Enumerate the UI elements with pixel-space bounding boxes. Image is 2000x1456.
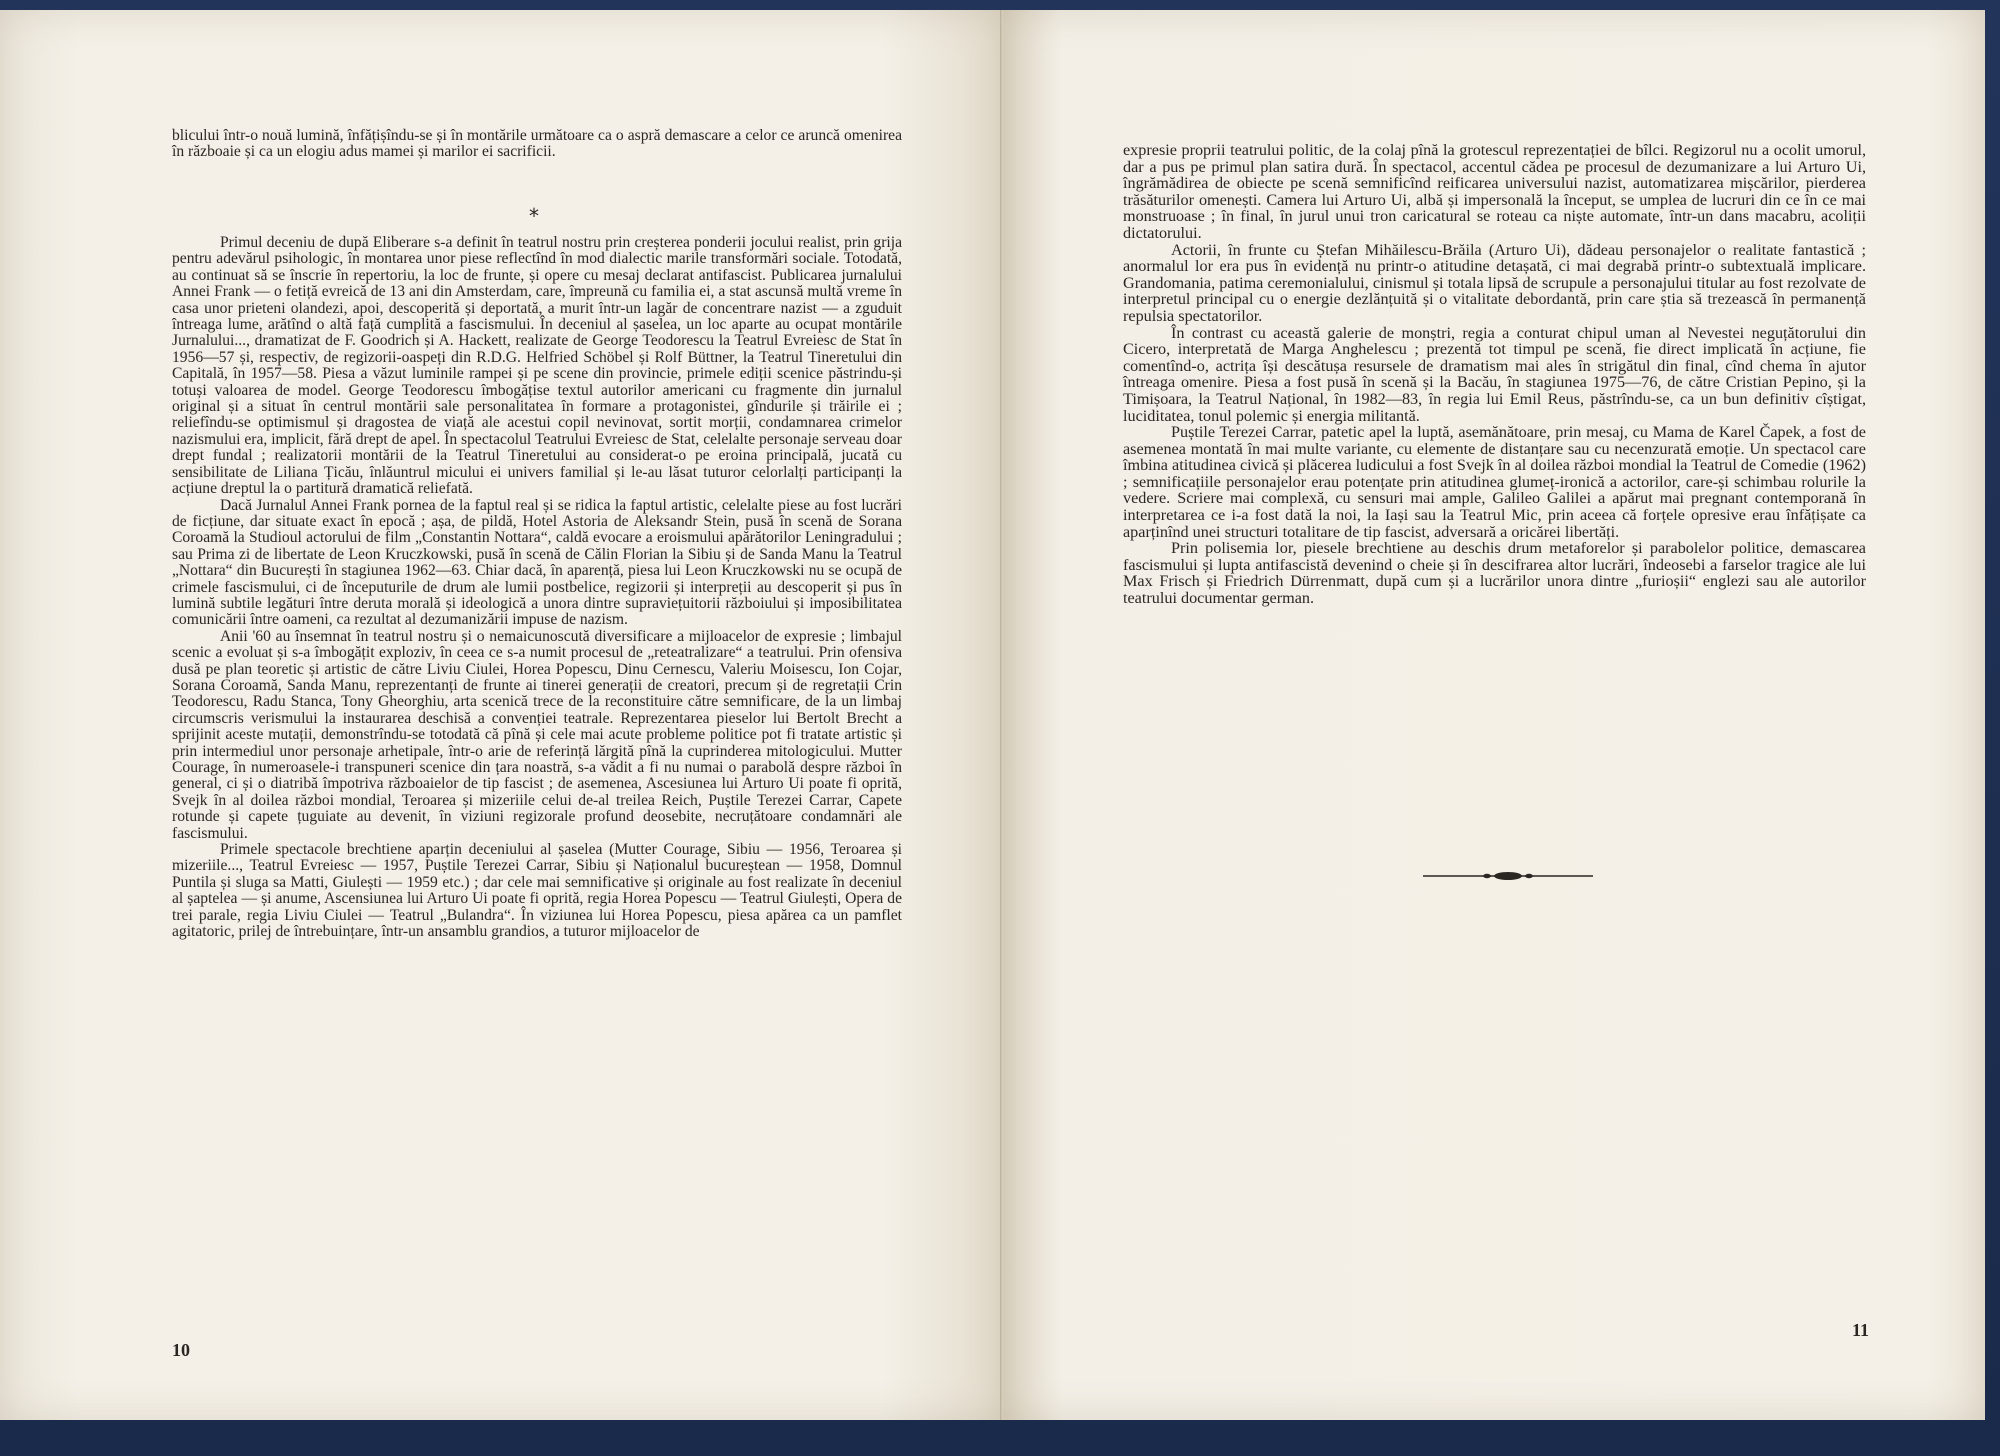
left-page [0, 10, 1004, 1420]
right-paragraph: Prin polisemia lor, piesele brechtiene au deschis drum metaforelor și parabolelor politice, demascarea fascismului și lupta antifascistă devenind o cheie și în descifrarea altor lucrări, îndeosebi a farselor tragice ale lui Max Frisch și Friedrich Dürrenmatt, după cum și a lucrărilor unora dintre „furioșii“ englezi sau ale autorilor teatrului documentar german. [1123, 539, 1866, 608]
right-paragraph: Actorii, în frunte cu Ștefan Mihăilescu-Brăila (Arturo Ui), dădeau personajelor o realitate fantastică ; anormalul lor era pus în evidență nu printr-o atitudine detașată, ci mai degrabă printr-o subtextuală implicare. Grandomania, patima ceremonialului, cinismul și totala lipsă de scrupule a personajului titular au fost rezolvate de interpretul principal cu o energie dezlănțuită și o vitalitate debordantă, prin care știa să trezească în permanență repulsia spectatorilor. [1123, 240, 1866, 325]
left-page-number: 10 [172, 1340, 190, 1360]
right-paragraph: expresie proprii teatrului politic, de la colaj pînă la grotescul reprezentației de bîlci. Regizorul nu a ocolit umorul, dar a pus pe primul plan satira dură. În spectacol, accentul cădea pe procesul de dezumanizare a lui Arturo Ui, îngrămădirea de obiecte pe scenă semnificînd reificarea universului nazist, automatizarea mișcărilor, pierderea trăsăturilor omenești. Camera lui Arturo Ui, albă și impersonală la început, se umplea de lucruri din ce în ce mai monstruoase ; în final, în jurul unui tron caricatural se roteau ca niște automate, într-un dans macabru, acoliții dictatorului. [1123, 141, 1866, 242]
left-main-text [172, 235, 902, 940]
left-paragraph: Primele spectacole brechtiene aparțin deceniului al șaselea (Mutter Courage, Sibiu — 1956, Teroarea și mizeriile..., Teatrul Evreiesc — 1957, Puștile Terezei Carrar, Sibiu și Naționalul bucureștean — 1958, Domnul Puntila și sluga sa Matti, Giulești — 1959 etc.) ; dar cele mai semnificative și originale au fost realizate în deceniul al șaptelea — și anume, Ascensiunea lui Arturo Ui poate fi oprită, regia Horea Popescu — Teatrul Giulești, Opera de trei parale, regia Liviu Ciulei — Teatrul „Bulandra“. În viziunea lui Horea Popescu, piesa apărea ca un pamflet agitatoric, prilej de întrebuințare, într-un ansamblu grandios, a tuturor mijloacelor de [172, 841, 902, 941]
right-main-text [1123, 142, 1866, 607]
right-page-number: 11 [1852, 1320, 1870, 1340]
left-paragraph: Anii '60 au însemnat în teatrul nostru și o nemaicunoscută diversificare a mijloacelor de expresie ; limbajul scenic a evoluat și s-a îmbogățit exploziv, în ceea ce s-a numit procesul de „reteatralizare“ a teatrului. Prin ofensiva dusă pe plan teoretic și artistic de către Liviu Ciulei, Horea Popescu, Dinu Cernescu, Valeriu Moisescu, Ion Cojar, Sorana Coroamă, Sanda Manu, reprezentanți de frunte ai tinerei generații de creatori, precum și de regretații Crin Teodorescu, Radu Stanca, Tony Gheorghiu, arta scenică trece de la reconstituire către semnificare, de la un limbaj circumscris verismului la instaurarea deschisă a convenției teatrale. Reprezentarea pieselor lui Bertolt Brecht a sprijinit aceste mutații, demonstrîndu-se totodată că pînă și cele mai acute probleme politice pot fi tratate artistic și prin intermediul unor personaje arhetipale, într-o arie de referință lărgită pînă la cuprinderea mitologicului. Mutter Courage, în numeroasele-i transpuneri scenice din țara noastră, s-a vădit a fi nu numai o parabolă despre război în general, ci și o diatribă împotriva războaielor de tip fascist ; de asemenea, Ascesiunea lui Arturo Ui poate fi oprită, Svejk în al doilea război mondial, Teroarea și mizeriile celui de-al treilea Reich, Puștile Terezei Carrar, Capete rotunde și capete țuguiate au devenit, în viziuni regizorale profund deosebite, necruțătoare condamnări ale fascismului. [172, 627, 902, 842]
right-paragraph: În contrast cu această galerie de monștri, regia a conturat chipul uman al Nevestei neguțătorului din Cicero, interpretată de Marga Anghelescu ; prezentă tot timpul pe scenă, fie direct implicată în acțiune, fie comentînd-o, actrița își descătușa resursele de dramatism mai ales în strigătul din final, cînd chema în ajutor întreaga omenire. Piesa a fost pusă în scenă și la Bacău, în stagiunea 1975—76, de către Cristian Pepino, și la Timișoara, la Teatrul Național, în 1982—83, în regia lui Emil Reus, păstrîndu-se, ca un bun definitiv cîștigat, luciditatea, tonul polemic și energia militantă. [1123, 323, 1866, 425]
right-paragraph: Puștile Terezei Carrar, patetic apel la luptă, asemănătoare, prin mesaj, cu Mama de Karel Čapek, a fost de asemenea montată în mai multe variante, cu elemente de distanțare sau cu necenzurată emoție. Un spectacol care îmbina atitudinea civică și plăcerea ludicului a fost Svejk în al doilea război mondial la Teatrul de Comedie (1962) ; semnificațiile personajelor erau potențate prin atitudinea glumeț-ironică a actorilor, care-și schimbau rolurile la vedere. Scriere mai complexă, cu sensuri mai ample, Galileo Galilei a apărut mai pregnant contemporană în interpretarea ce i-a fost dată la noi, la Iași sau la Teatrul Mic, prin aceea că forțele opresive erau înfățișate ca aparținînd unei structuri totalitare de tip fascist, adversară a oricărei libertăți. [1123, 423, 1866, 541]
end-ornament-icon [1423, 868, 1593, 884]
left-paragraph: Primul deceniu de după Eliberare s-a definit în teatrul nostru prin creșterea ponderii jocului realist, prin grija pentru adevărul psihologic, în montarea unor piese reflectînd în mod dialectic marile transformări sociale. Totodată, au continuat să se înscrie în repertoriu, la loc de frunte, și opere cu mesaj declarat antifascist. Publicarea jurnalului Annei Frank — o fetiță evreică de 13 ani din Amsterdam, care, împreună cu familia ei, a stat ascunsă multă vreme în casa unor prieteni olandezi, apoi, descoperită și deportată, a murit într-un lagăr de concentrare nazist — a zguduit întreaga lume, arătînd o altă față cumplită a fascismului. În deceniul al șaselea, un loc aparte au ocupat montările Jurnalului..., dramatizat de F. Goodrich și A. Hackett, realizate de George Teodorescu la Teatrul Evreiesc de Stat în 1956—57 și, respectiv, de regizorii-oaspeți din R.D.G. Helfried Schöbel și Rolf Büttner, la Teatrul Tineretului din Capitală, în 1957—58. Piesa a văzut luminile rampei și pe scene din provincie, primele ediții scenice păstrindu-și totuși valoarea de model. George Teodorescu îmbogățise textul autorilor americani cu fragmente din jurnalul original și a situat în centrul montării sale personalitatea în formare a protagonistei, gîndurile și trăirile ei ; reliefîndu-se optimismul și dragostea de viață ale acestui copil nevinovat, sortit morții, condamnarea crimelor nazismului era, implicit, fără drept de apel. În spectacolul Teatrului Evreiesc de Stat, celelalte personaje serveau doar drept fundal ; realizatorii montării de la Teatrul Tineretului au considerat-o pe eroina principală, jucată cu sensibilitate de Liliana Țicău, înlăuntrul micului ei univers familial și le-au lăsat tuturor celorlalți participanți la acțiune dreptul la o partitură dramatică reliefată. [172, 234, 902, 498]
right-page [1003, 10, 1985, 1420]
left-top-paragraph-block [172, 128, 902, 161]
left-top-paragraph: blicului într-o nouă lumină, înfățișîndu-se și în montările următoare ca o aspră demascare a celor ce aruncă omenirea în războaie și ca un elogiu adus mamei și marilor ei sacrificii. [172, 127, 902, 161]
section-separator: * [529, 204, 539, 228]
left-paragraph: Dacă Jurnalul Annei Frank pornea de la faptul real și se ridica la faptul artistic, celelalte piese au fost lucrări de ficțiune, dar situate exact în epocă ; așa, de pildă, Hotel Astoria de Aleksandr Stein, pusă în scenă de Sorana Coroamă la Studioul actorului de film „Constantin Nottara“, caldă evocare a eroismului apărătorilor Leningradului ; sau Prima zi de libertate de Leon Kruczkowski, pusă în scenă de Călin Florian la Sibiu și de Sanda Manu la Teatrul „Nottara“ din București în stagiunea 1962—63. Chiar dacă, în aparență, piesa lui Leon Kruczkowski nu se ocupă de crimele fascismului, ci de începuturile de drum ale lumii postbelice, regizorii și interpreții au descoperit și pus în lumină subtile legături între deruta morală și ideologică a unora dintre supraviețuitorii războiului și imposibilitatea comunicării între oameni, ca rezultat al dezumanizării impuse de nazism. [172, 496, 902, 629]
